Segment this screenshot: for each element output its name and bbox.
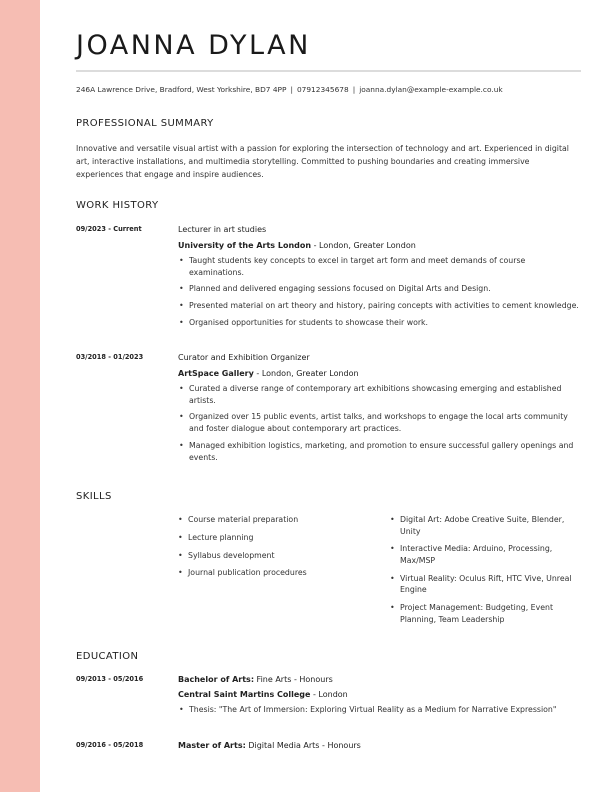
skill-item: • Project Management: Budgeting, Event Planning, Team Leadership (389, 602, 579, 625)
candidate-name: JOANNA DYLAN (76, 30, 311, 61)
skills-left-column (177, 514, 377, 585)
job-org-name: ArtSpace Gallery (178, 369, 254, 378)
job-role: Lecturer in art studies (178, 225, 267, 234)
contact-line (76, 85, 503, 94)
job-bullet: • Presented material on art theory and history, pairing concepts with activities to cement knowledge. (178, 300, 582, 312)
sidebar-accent-bar (0, 0, 40, 792)
school-name: Central Saint Martins College (178, 690, 311, 699)
education-dates: 09/2013 - 05/2016 (76, 675, 144, 683)
job-organization (178, 368, 582, 380)
education-degree (178, 674, 582, 686)
education-dates: 09/2016 - 05/2018 (76, 741, 144, 749)
contact-email[interactable]: joanna.dylan@example-example.co.uk (359, 85, 503, 94)
job-content (178, 224, 582, 334)
education-bullets (178, 704, 582, 716)
degree-value: Fine Arts - Honours (254, 675, 333, 684)
skill-item: • Interactive Media: Arduino, Processing, Max/MSP (389, 543, 579, 566)
skills-list (389, 514, 579, 625)
contact-separator: | (352, 85, 356, 94)
degree-label: Master of Arts: (178, 741, 246, 750)
job-organization (178, 240, 582, 252)
job-bullet: • Managed exhibition logistics, marketing, and promotion to ensure successful gallery openings and events. (178, 440, 582, 463)
school-location: - London (310, 690, 348, 699)
work-history-heading: WORK HISTORY (76, 200, 159, 211)
job-dates: 03/2018 - 01/2023 (76, 353, 144, 361)
skill-item: • Digital Art: Adobe Creative Suite, Blender, Unity (389, 514, 579, 537)
degree-label: Bachelor of Arts: (178, 675, 255, 684)
education-school (178, 689, 582, 701)
education-heading: EDUCATION (76, 651, 139, 662)
summary-heading: PROFESSIONAL SUMMARY (76, 118, 214, 129)
job-bullet: • Taught students key concepts to excel in target art form and meet demands of course examinations. (178, 255, 582, 278)
job-location: - London, Greater London (311, 241, 416, 250)
education-bullet: • Thesis: "The Art of Immersion: Exploring Virtual Reality as a Medium for Narrative Expression" (178, 704, 582, 716)
job-location: - London, Greater London (253, 369, 359, 378)
skills-right-column (389, 514, 579, 632)
job-bullet: • Organised opportunities for students to showcase their work. (178, 317, 582, 329)
job-org-name: University of the Arts London (178, 241, 312, 250)
job-bullets (178, 383, 582, 463)
education-content (178, 674, 582, 721)
job-bullet: • Curated a diverse range of contemporary art exhibitions showcasing emerging and established artists. (178, 383, 582, 406)
job-content (178, 352, 582, 468)
skill-item: • Journal publication procedures (177, 567, 377, 579)
skill-item: • Lecture planning (177, 532, 377, 544)
contact-phone[interactable]: 07912345678 (296, 85, 349, 94)
job-bullets (178, 255, 582, 329)
job-bullet: • Planned and delivered engaging sessions focused on Digital Arts and Design. (178, 283, 582, 295)
skills-heading: SKILLS (76, 491, 112, 502)
summary-text: Innovative and versatile visual artist with a passion for exploring the intersection of technology and art. Experienced in digital art, interactive installations, and multimedia storytelling. Committed to pushing boundaries and creating immersive experiences that engage and inspire audiences. (76, 144, 569, 180)
header-divider (76, 70, 581, 72)
education-content (178, 740, 582, 755)
education-degree (178, 740, 582, 752)
job-role: Curator and Exhibition Organizer (178, 353, 310, 362)
skill-item: • Virtual Reality: Oculus Rift, HTC Vive, Unreal Engine (389, 573, 579, 596)
skill-item: • Syllabus development (177, 550, 377, 562)
skill-item: • Course material preparation (177, 514, 377, 526)
skills-list (177, 514, 377, 579)
contact-address: 246A Lawrence Drive, Bradford, West Yorkshire, BD7 4PP (76, 85, 287, 94)
degree-value: Digital Media Arts - Honours (245, 741, 361, 750)
job-dates: 09/2023 - Current (76, 225, 142, 233)
job-bullet: • Organized over 15 public events, artist talks, and workshops to engage the local arts community and foster dialogue about contemporary art practices. (178, 411, 582, 434)
contact-separator: | (290, 85, 293, 94)
